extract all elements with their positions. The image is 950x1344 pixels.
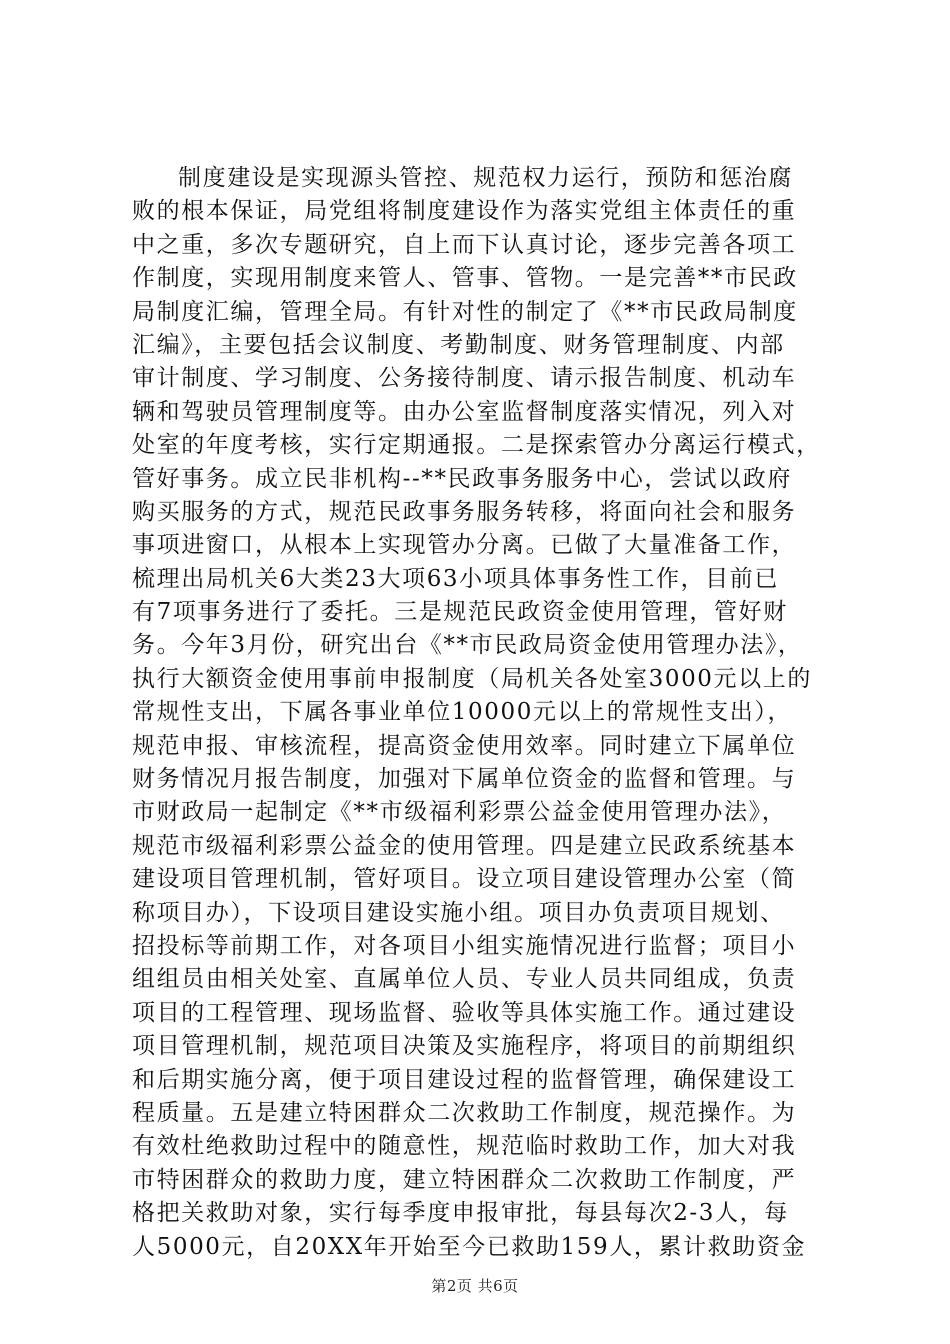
text-line: 制度建设是实现源头管控、规范权力运行，预防和惩治腐 [178, 165, 793, 191]
text-line: 执行大额资金使用事前申报制度（局机关各处室3000元以上的 [132, 665, 812, 692]
text-line: 管好事务。成立民非机构--**民政事务服务中心，尝试以政府 [132, 465, 792, 492]
text-line: 项目管理机制，规范项目决策及实施程序，将项目的前期组织 [132, 1033, 797, 1060]
text-line: 常规性支出，下属各事业单位10000元以上的常规性支出）， [132, 699, 793, 726]
text-line: 事项进窗口，从根本上实现管办分离。已做了大量准备工作， [132, 532, 797, 559]
text-line: 败的根本保证，局党组将制度建设作为落实党组主体责任的重 [132, 198, 797, 225]
text-line: 有效杜绝救助过程中的随意性，规范临时救助工作，加大对我 [132, 1133, 797, 1160]
body-paragraph [132, 162, 832, 1264]
text-line: 有7项事务进行了委托。三是规范民政资金使用管理，管好财 [132, 599, 788, 626]
text-line: 建设项目管理机制，管好项目。设立项目建设管理办公室（简 [132, 866, 797, 893]
text-line: 汇编》，主要包括会议制度、考勤制度、财务管理制度、内部 [132, 331, 785, 358]
text-line: 审计制度、学习制度、公务接待制度、请示报告制度、机动车 [132, 365, 797, 392]
text-line: 程质量。五是建立特困群众二次救助工作制度，规范操作。为 [132, 1099, 797, 1126]
text-line: 梳理出局机关6大类23大项63小项具体事务性工作，目前已 [132, 565, 779, 592]
text-line: 局制度汇编，管理全局。有针对性的制定了《**市民政局制度 [132, 298, 798, 325]
text-line: 辆和驾驶员管理制度等。由办公室监督制度落实情况，列入对 [132, 398, 797, 425]
text-line: 项目的工程管理、现场监督、验收等具体实施工作。通过建设 [132, 999, 797, 1026]
page-footer: 第2页 共6页 [431, 1277, 519, 1295]
text-line: 务。今年3月份，研究出台《**市民政局资金使用管理办法》， [132, 632, 803, 659]
text-line: 组组员由相关处室、直属单位人员、专业人员共同组成，负责 [132, 966, 797, 993]
text-line: 人5000元，自20XX年开始至今已救助159人，累计救助资金 [132, 1233, 807, 1260]
text-line: 中之重，多次专题研究，自上而下认真讨论，逐步完善各项工 [132, 231, 797, 258]
text-line: 市财政局一起制定《**市级福利彩票公益金使用管理办法》， [132, 799, 787, 826]
text-line: 格把关救助对象，实行每季度申报审批，每县每次2-3人，每 [132, 1200, 789, 1227]
text-line: 招投标等前期工作，对各项目小组实施情况进行监督；项目小 [132, 932, 797, 959]
text-line: 规范申报、审核流程，提高资金使用效率。同时建立下属单位 [132, 732, 797, 759]
text-line: 市特困群众的救助力度，建立特困群众二次救助工作制度，严 [132, 1166, 797, 1193]
text-line: 作制度，实现用制度来管人、管事、管物。一是完善**市民政 [132, 265, 798, 292]
text-line: 处室的年度考核，实行定期通报。二是探索管办分离运行模式， [132, 432, 821, 459]
text-line: 购买服务的方式，规范民政事务服务转移，将面向社会和服务 [132, 498, 797, 525]
text-line: 财务情况月报告制度，加强对下属单位资金的监督和管理。与 [132, 766, 797, 793]
text-line: 和后期实施分离，便于项目建设过程的监督管理，确保建设工 [132, 1066, 797, 1093]
text-line: 规范市级福利彩票公益金的使用管理。四是建立民政系统基本 [132, 832, 797, 859]
text-line: 称项目办），下设项目建设实施小组。项目办负责项目规划、 [132, 899, 785, 926]
